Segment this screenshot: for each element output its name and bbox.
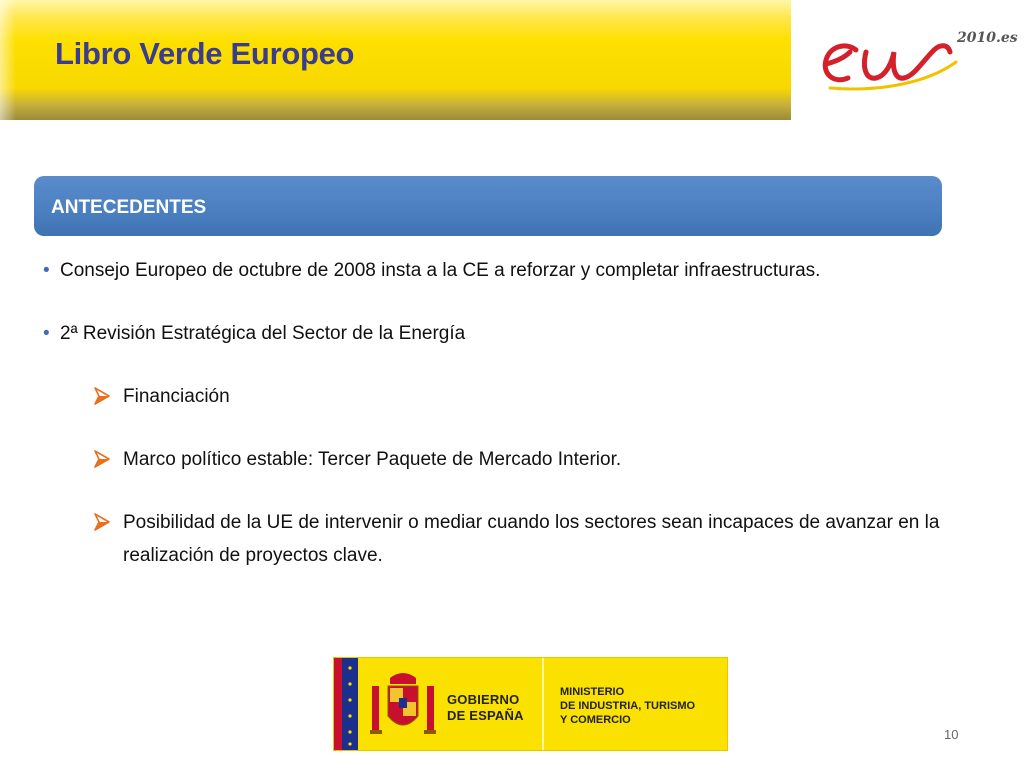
sub-bullet-text: Marco político estable: Tercer Paquete de Mercado Interior. bbox=[123, 449, 622, 470]
sub-bullet-item bbox=[123, 506, 973, 572]
bullet-dot-icon: • bbox=[43, 323, 50, 344]
bullet-text: 2ª Revisión Estratégica del Sector de la Energía bbox=[60, 323, 466, 344]
ministry-line-1: MINISTERIO bbox=[560, 686, 625, 698]
bullet-item bbox=[43, 318, 466, 350]
bullet-text: Consejo Europeo de octubre de 2008 insta a la CE a reforzar y completar infraestructuras. bbox=[60, 260, 821, 281]
arrow-bullet-icon bbox=[93, 513, 111, 531]
sub-bullet-item bbox=[123, 380, 973, 413]
eu-stars-icon bbox=[342, 658, 358, 750]
bullet-dot-icon: • bbox=[43, 260, 50, 281]
ministry-line-2: DE INDUSTRIA, TURISMO bbox=[560, 700, 696, 712]
gov-line-1: GOBIERNO bbox=[447, 692, 520, 707]
gov-line-2: DE ESPAÑA bbox=[447, 708, 524, 723]
gobierno-espana-logo bbox=[333, 657, 728, 751]
sub-bullet-text: Posibilidad de la UE de intervenir o mediar cuando los sectores sean incapaces de avanzar en la realización de proyectos clave. bbox=[123, 512, 940, 566]
logo-suffix: 2010.es bbox=[957, 30, 1018, 46]
logo-divider bbox=[542, 658, 544, 750]
flag-stripe bbox=[334, 658, 342, 750]
sub-bullet-item bbox=[123, 443, 973, 476]
slide-title: Libro Verde Europeo bbox=[55, 36, 355, 71]
bullet-item bbox=[43, 255, 821, 287]
ministry-line-3: Y COMERCIO bbox=[560, 714, 631, 726]
arrow-bullet-icon bbox=[93, 387, 111, 405]
sub-bullet-text: Financiación bbox=[123, 386, 230, 407]
arrow-bullet-icon bbox=[93, 450, 111, 468]
section-title: ANTECEDENTES bbox=[51, 197, 207, 218]
page-number: 10 bbox=[944, 727, 959, 742]
coat-of-arms-icon bbox=[368, 668, 438, 742]
ministry-text bbox=[560, 685, 695, 727]
gobierno-text bbox=[447, 692, 524, 724]
